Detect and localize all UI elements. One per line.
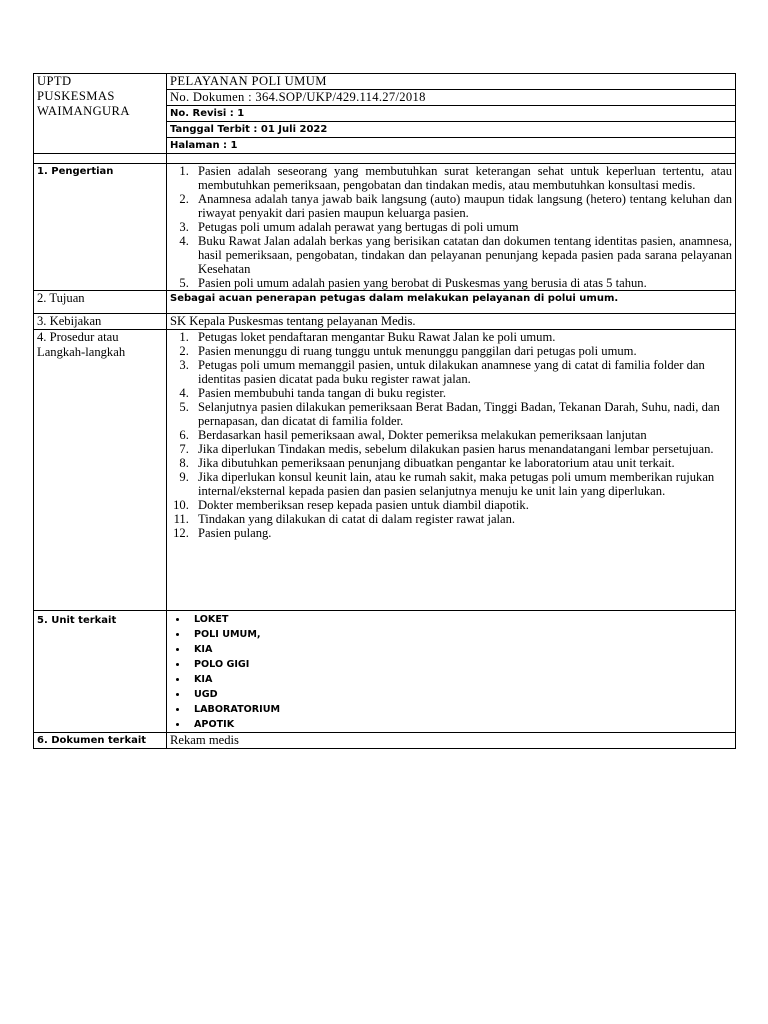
list-item: 6. Berdasarkan hasil pemeriksaan awal, Dokter pemeriksa melakukan pemeriksaan lanjutan — [192, 428, 732, 442]
section-label-tujuan: 2. Tujuan — [34, 291, 167, 314]
prosedur-label-line2: Langkah-langkah — [37, 345, 126, 359]
section-pengertian — [34, 164, 736, 291]
list-item: 7. Jika diperlukan Tindakan medis, sebelum dilakukan pasien harus menandatangani lembar persetujuan. — [192, 442, 732, 456]
section-label-dokumen-terkait: 6. Dokumen terkait — [34, 733, 167, 749]
list-item: 1. Petugas loket pendaftaran mengantar Buku Rawat Jalan ke poli umum. — [192, 330, 732, 344]
section-kebijakan — [34, 314, 736, 330]
list-item: 2. Anamnesa adalah tanya jawab baik langsung (auto) maupun tidak langsung (hetero) tentang keluhan dan riwayat penyakit dari pasien maupun keluarga pasien. — [192, 192, 732, 220]
list-item: 4. Pasien membubuhi tanda tangan di buku register. — [192, 386, 732, 400]
section-unit-terkait — [34, 611, 736, 733]
section-prosedur — [34, 330, 736, 611]
org-line-uptd: UPTD — [37, 74, 72, 88]
section-content-pengertian — [167, 164, 736, 291]
list-item: • LOKET — [188, 612, 732, 627]
prosedur-label-line1: 4. Prosedur atau — [37, 330, 119, 344]
list-item: • POLO GIGI — [188, 657, 732, 672]
section-label-prosedur — [34, 330, 167, 611]
list-item: 3. Petugas poli umum adalah perawat yang bertugas di poli umum — [192, 220, 732, 234]
sop-table — [33, 73, 736, 749]
list-item: 12. Pasien pulang. — [192, 526, 732, 540]
spacer-cell-right — [167, 154, 736, 164]
header-row-title — [34, 74, 736, 90]
section-content-prosedur — [167, 330, 736, 611]
list-item: 3. Petugas poli umum memanggil pasien, untuk dilakukan anamnese yang di catat di familia folder dan identitas pasien dicatat pada buku register rawat jalan. — [192, 358, 732, 386]
doc-revision: No. Revisi : 1 — [167, 106, 736, 122]
org-cell — [34, 74, 167, 154]
section-dokumen-terkait — [34, 733, 736, 749]
section-label-unit-terkait: 5. Unit terkait — [34, 611, 167, 733]
doc-title: PELAYANAN POLI UMUM — [167, 74, 736, 90]
unit-list — [170, 612, 732, 732]
list-item: • APOTIK — [188, 717, 732, 732]
prosedur-list — [170, 330, 732, 540]
list-item: 8. Jika dibutuhkan pemeriksaan penunjang dibuatkan pengantar ke laboratorium atau unit terkait. — [192, 456, 732, 470]
section-content-tujuan: Sebagai acuan penerapan petugas dalam melakukan pelayanan di polui umum. — [167, 291, 736, 314]
list-item: • KIA — [188, 642, 732, 657]
spacer-cell-left — [34, 154, 167, 164]
pengertian-list — [170, 164, 732, 290]
list-item: 5. Selanjutnya pasien dilakukan pemeriksaan Berat Badan, Tinggi Badan, Tekanan Darah, Suhu, nadi, dan pernapasan, dan dicatat di familia folder. — [192, 400, 732, 428]
list-item: 2. Pasien menunggu di ruang tunggu untuk menunggu panggilan dari petugas poli umum. — [192, 344, 732, 358]
list-item: • UGD — [188, 687, 732, 702]
list-item: 4. Buku Rawat Jalan adalah berkas yang berisikan catatan dan dokumen tentang identitas pasien, anamnesa, hasil pemeriksaan, pengobatan, tindakan dan pelayanan penunjang kepada pasien pada sarana pelayanan Kesehatan — [192, 234, 732, 276]
org-line-puskesmas: PUSKESMAS — [37, 89, 115, 103]
org-line-waimangura: WAIMANGURA — [37, 104, 130, 118]
section-content-kebijakan: SK Kepala Puskesmas tentang pelayanan Medis. — [167, 314, 736, 330]
section-label-pengertian: 1. Pengertian — [34, 164, 167, 291]
header-spacer-row — [34, 154, 736, 164]
list-item: 11. Tindakan yang dilakukan di catat di dalam register rawat jalan. — [192, 512, 732, 526]
section-label-kebijakan: 3. Kebijakan — [34, 314, 167, 330]
section-tujuan — [34, 291, 736, 314]
doc-number: No. Dokumen : 364.SOP/UKP/429.114.27/2018 — [167, 90, 736, 106]
list-item: 1. Pasien adalah seseorang yang membutuhkan surat keterangan sehat untuk keperluan tertentu, atau membutuhkan pemeriksaan, pengobatan dan tindakan medis, atau membutuhkan konsultasi medis. — [192, 164, 732, 192]
list-item: 9. Jika diperlukan konsul keunit lain, atau ke rumah sakit, maka petugas poli umum memberikan rujukan internal/eksternal kepada pasien dan pasien selanjutnya menuju ke unit lain yang diperlukan. — [192, 470, 732, 498]
list-item: • POLI UMUM, — [188, 627, 732, 642]
list-item: 5. Pasien poli umum adalah pasien yang berobat di Puskesmas yang berusia di atas 5 tahun. — [192, 276, 732, 290]
list-item: • LABORATORIUM — [188, 702, 732, 717]
list-item: • KIA — [188, 672, 732, 687]
list-item: 10. Dokter memberiksan resep kepada pasien untuk diambil diapotik. — [192, 498, 732, 512]
section-content-dokumen-terkait: Rekam medis — [167, 733, 736, 749]
doc-issue-date: Tanggal Terbit : 01 Juli 2022 — [167, 122, 736, 138]
doc-page: Halaman : 1 — [167, 138, 736, 154]
section-content-unit-terkait — [167, 611, 736, 733]
